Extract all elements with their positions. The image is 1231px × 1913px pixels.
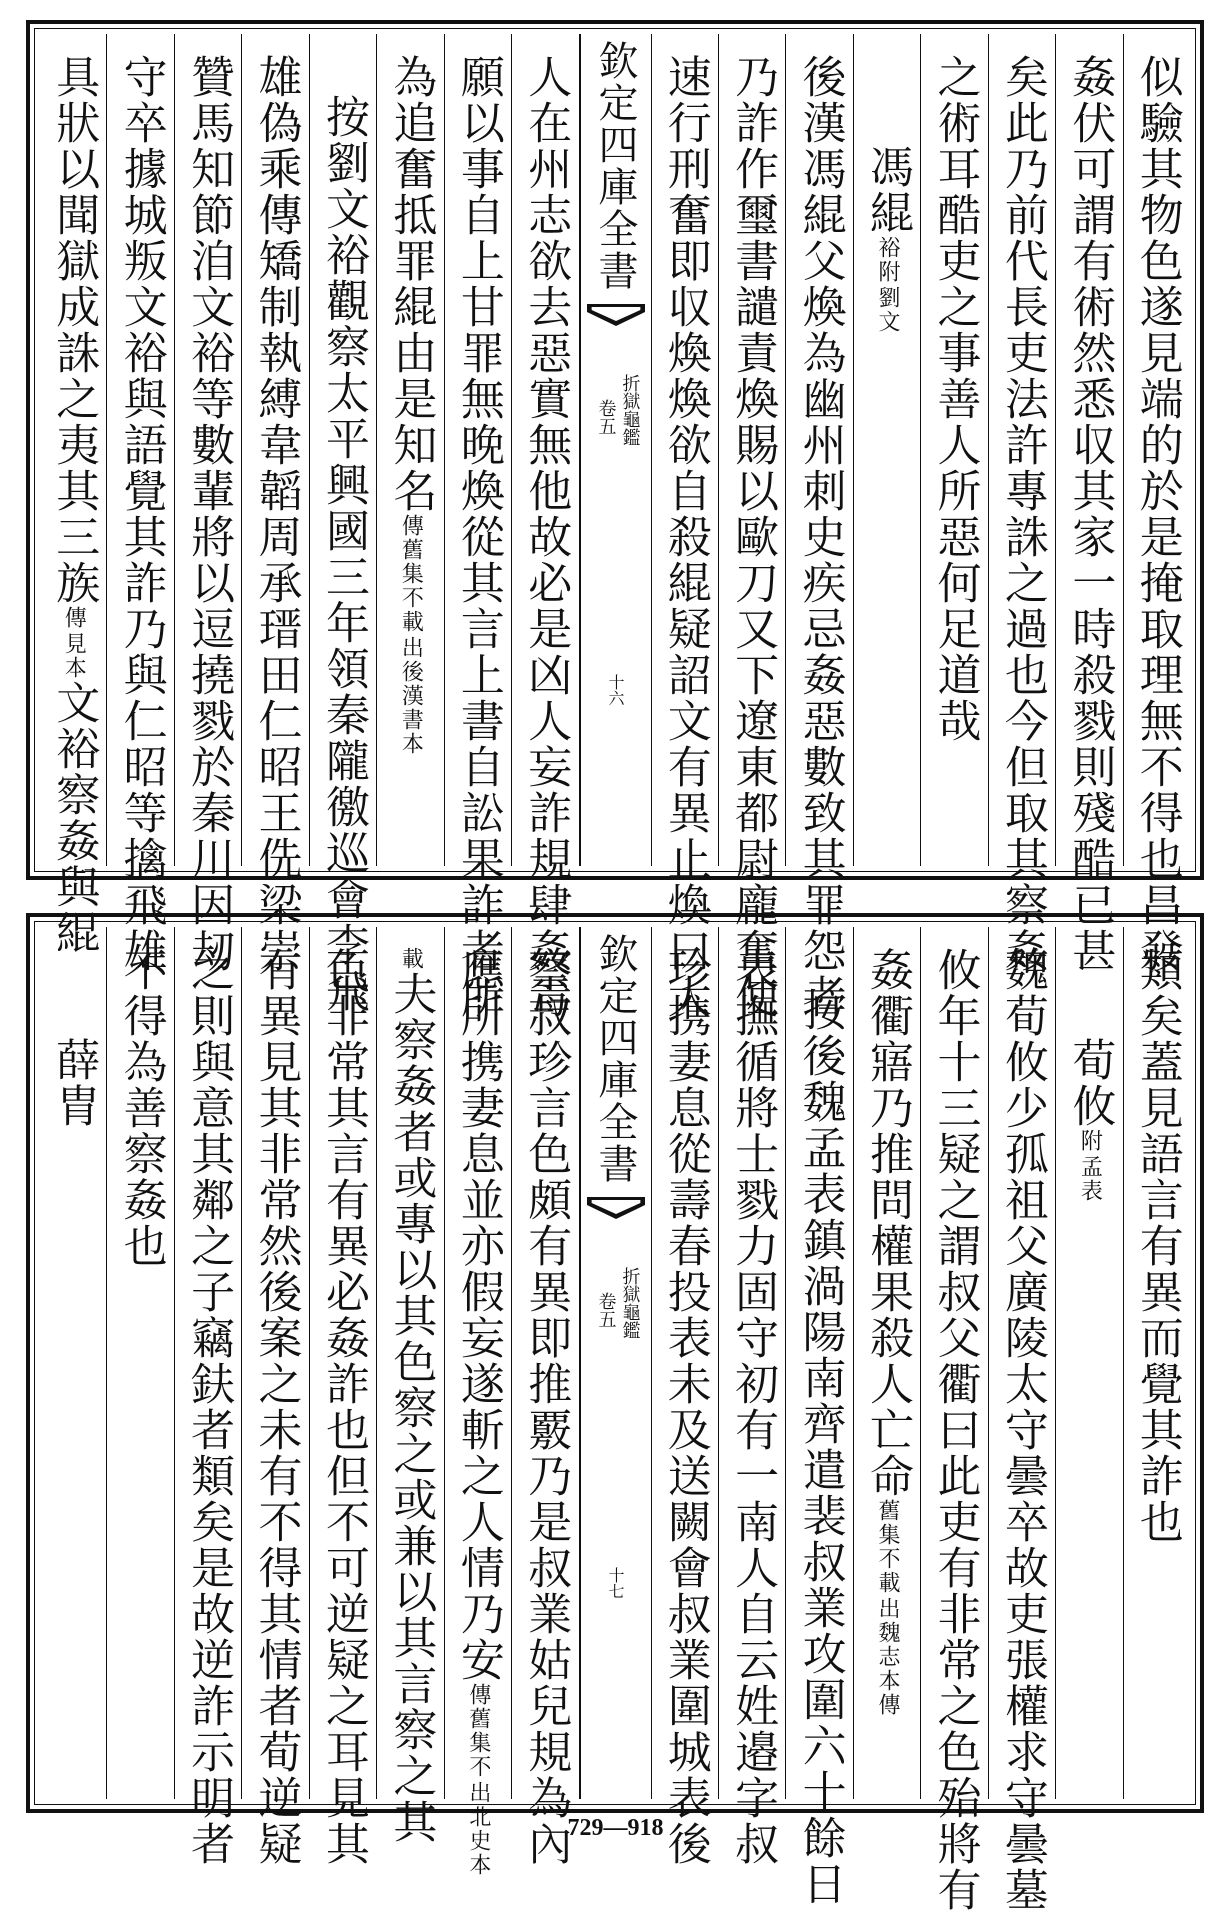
column-text bbox=[862, 947, 914, 1717]
column-text: 魏荀攸少孤祖父廣陵太守曇卒故吏張權求守曇墓 bbox=[996, 947, 1048, 1913]
column-text: 雄偽乘傳矯制執縛韋韜周承瑨田仁昭王侁梁崇 bbox=[250, 54, 302, 974]
section-heading-column bbox=[1056, 927, 1123, 1799]
text-column bbox=[310, 34, 377, 1014]
column-text-continuation: 文裕察姦與緄 bbox=[48, 680, 100, 956]
column-text: 乃詐作璽書譴責煥賜以歐刀又下遼東都尉龐奮使 bbox=[727, 54, 779, 1020]
column-text: 有異見其非常然後案之未有不得其情者荀逆疑 bbox=[250, 947, 302, 1867]
section-heading bbox=[1064, 1037, 1116, 1203]
gutter-juan: 卷五 bbox=[595, 399, 617, 435]
column-text: 攸年十三疑之謂叔父衢曰此吏有非常之色殆將有 bbox=[929, 947, 981, 1913]
text-column bbox=[786, 927, 853, 1907]
column-text bbox=[48, 54, 100, 956]
page-number: 729—918 bbox=[567, 1815, 664, 1841]
column-text: 後漢馮緄父煥為幽州刺史疾忌姦惡數致其罪怨者 bbox=[794, 54, 846, 1020]
fishtail-ornament bbox=[587, 304, 645, 326]
text-column bbox=[445, 927, 512, 1877]
text-column bbox=[242, 34, 309, 974]
text-column bbox=[377, 927, 444, 1845]
note-line: 出魏志本傳 bbox=[875, 1597, 901, 1717]
center-gutter bbox=[580, 34, 652, 866]
text-column bbox=[921, 927, 988, 1913]
section-heading-name: 荀攸 bbox=[1064, 1037, 1116, 1129]
text-column bbox=[40, 34, 107, 956]
note-line: 傳舊集不載 bbox=[398, 514, 424, 634]
text-column bbox=[107, 927, 174, 1799]
column-text: 察叔珍言色頗有異即推覈乃是叔業姑兒規為內 bbox=[520, 947, 572, 1867]
gutter-collection-title: 欽定四庫全書 bbox=[592, 933, 638, 1185]
text-column bbox=[512, 34, 579, 1020]
column-text-main: 應所携妻息並亦假妄遂斬之人情乃安 bbox=[452, 947, 504, 1683]
gutter-page-number: 十六 bbox=[606, 674, 625, 706]
note-line: 附 bbox=[1077, 1129, 1103, 1153]
column-text: 似驗其物色遂見端的於是掩取理無不得也昌發 bbox=[1131, 54, 1183, 974]
gutter-juan: 卷五 bbox=[595, 1292, 617, 1328]
text-column bbox=[719, 34, 786, 1020]
section-heading-column bbox=[40, 927, 107, 1799]
interlinear-note bbox=[466, 1683, 490, 1877]
interlinear-note bbox=[875, 1499, 899, 1717]
note-line: 見本 bbox=[61, 632, 87, 680]
text-column bbox=[989, 34, 1056, 974]
text-column bbox=[310, 927, 377, 1867]
text-column bbox=[175, 34, 242, 974]
text-column bbox=[1056, 34, 1123, 974]
column-text: 人在州志欲去惡實無他故必是凶人妄詐規肆姦毒 bbox=[520, 54, 572, 1020]
column-text bbox=[385, 947, 437, 1845]
note-line: 出後漢書本 bbox=[398, 636, 424, 756]
gutter-book-title: 折獄龜鑑 bbox=[619, 1267, 641, 1339]
top-page-columns bbox=[40, 34, 1190, 1020]
column-text: 姦伏可謂有術然悉収其家一時殺戮則殘酷已甚 bbox=[1064, 54, 1116, 974]
text-column bbox=[989, 927, 1056, 1913]
note-line: 劉文 bbox=[875, 286, 901, 334]
text-column bbox=[719, 927, 786, 1867]
interlinear-note bbox=[398, 514, 422, 756]
text-column bbox=[107, 34, 174, 974]
note-line: 孟表 bbox=[1077, 1155, 1103, 1203]
text-column bbox=[175, 927, 242, 1867]
column-text: 速行刑奮即収煥煥欲自殺緄疑詔文有異止煥曰大 bbox=[659, 54, 711, 1020]
column-text: 類矣蓋見語言有異而覺其詐也 bbox=[1131, 947, 1183, 1545]
section-heading bbox=[862, 144, 914, 334]
text-column bbox=[1124, 927, 1190, 1799]
column-text bbox=[385, 54, 437, 756]
text-column bbox=[445, 34, 512, 1020]
column-text bbox=[452, 947, 504, 1877]
note-line: 傳 bbox=[61, 606, 87, 630]
text-column bbox=[652, 927, 719, 1867]
note-line: 傳舊集不 bbox=[465, 1683, 491, 1779]
column-text: 願以事自上甘罪無晚煥從其言上書自訟果詐者所 bbox=[452, 54, 504, 1020]
text-column bbox=[921, 34, 988, 866]
text-column bbox=[1124, 34, 1190, 974]
column-text: 珍携妻息從壽春投表未及送闕會叔業圍城表後 bbox=[659, 947, 711, 1867]
column-text-main: 姦衢寤乃推問權果殺人亡命 bbox=[862, 947, 914, 1499]
text-column bbox=[512, 927, 579, 1867]
column-text-main: 具狀以聞獄成誅之夷其三族 bbox=[48, 54, 100, 606]
text-column bbox=[854, 927, 921, 1799]
note-line: 出北史本 bbox=[465, 1781, 491, 1877]
center-gutter bbox=[580, 927, 652, 1799]
top-page-frame bbox=[26, 20, 1204, 1020]
note-line: 裕附 bbox=[875, 236, 901, 284]
column-text: 矣此乃前代長吏法許專誅之過也今但取其察姦 bbox=[996, 54, 1048, 974]
text-column bbox=[786, 34, 853, 1020]
column-text: 贊馬知節洎文裕等數輩將以逗撓戮於秦川因刼 bbox=[183, 54, 235, 974]
text-column bbox=[377, 34, 444, 866]
column-text: 之則與意其鄰之子竊鈇者類矣是故逆詐示明者 bbox=[183, 947, 235, 1867]
interlinear-note bbox=[1077, 1129, 1101, 1203]
section-heading: 薛胄 bbox=[48, 1037, 100, 1129]
text-column bbox=[652, 34, 719, 1020]
column-text: 色非常其言有異必姦詐也但不可逆疑之耳見其 bbox=[317, 947, 369, 1867]
interlinear-note bbox=[61, 606, 85, 680]
gutter-page-number: 十七 bbox=[606, 1567, 625, 1599]
gutter-book-title: 折獄龜鑑 bbox=[619, 374, 641, 446]
column-text-main: 夫察姦者或專以其色察之或兼以其言察之其 bbox=[385, 971, 437, 1845]
column-text: 按後魏孟表鎮渦陽南齊遣裴叔業攻圍六十餘日 bbox=[794, 987, 846, 1907]
section-heading-column bbox=[854, 34, 921, 866]
section-heading-name: 馮緄 bbox=[862, 144, 914, 236]
column-text: 表撫循將士戮力固守初有一南人自云姓邉字叔 bbox=[727, 947, 779, 1867]
fishtail-ornament bbox=[587, 1197, 645, 1219]
column-text: 按劉文裕觀察太平興國三年領秦隴徼巡會李飛 bbox=[317, 94, 369, 1014]
column-text-main: 為追奮抵罪緄由是知名 bbox=[385, 54, 437, 514]
text-column bbox=[242, 927, 309, 1867]
note-line: 舊集不載 bbox=[875, 1499, 901, 1595]
column-text: 不得為善察姦也 bbox=[115, 947, 167, 1269]
column-text: 之術耳酷吏之事善人所惡何足道哉 bbox=[929, 54, 981, 744]
interlinear-note bbox=[875, 236, 899, 334]
column-text: 守卒據城叛文裕與語覺其詐乃與仁昭等擒飛雄 bbox=[115, 54, 167, 974]
note-line: 載 bbox=[398, 947, 424, 971]
gutter-collection-title: 欽定四庫全書 bbox=[592, 40, 638, 292]
